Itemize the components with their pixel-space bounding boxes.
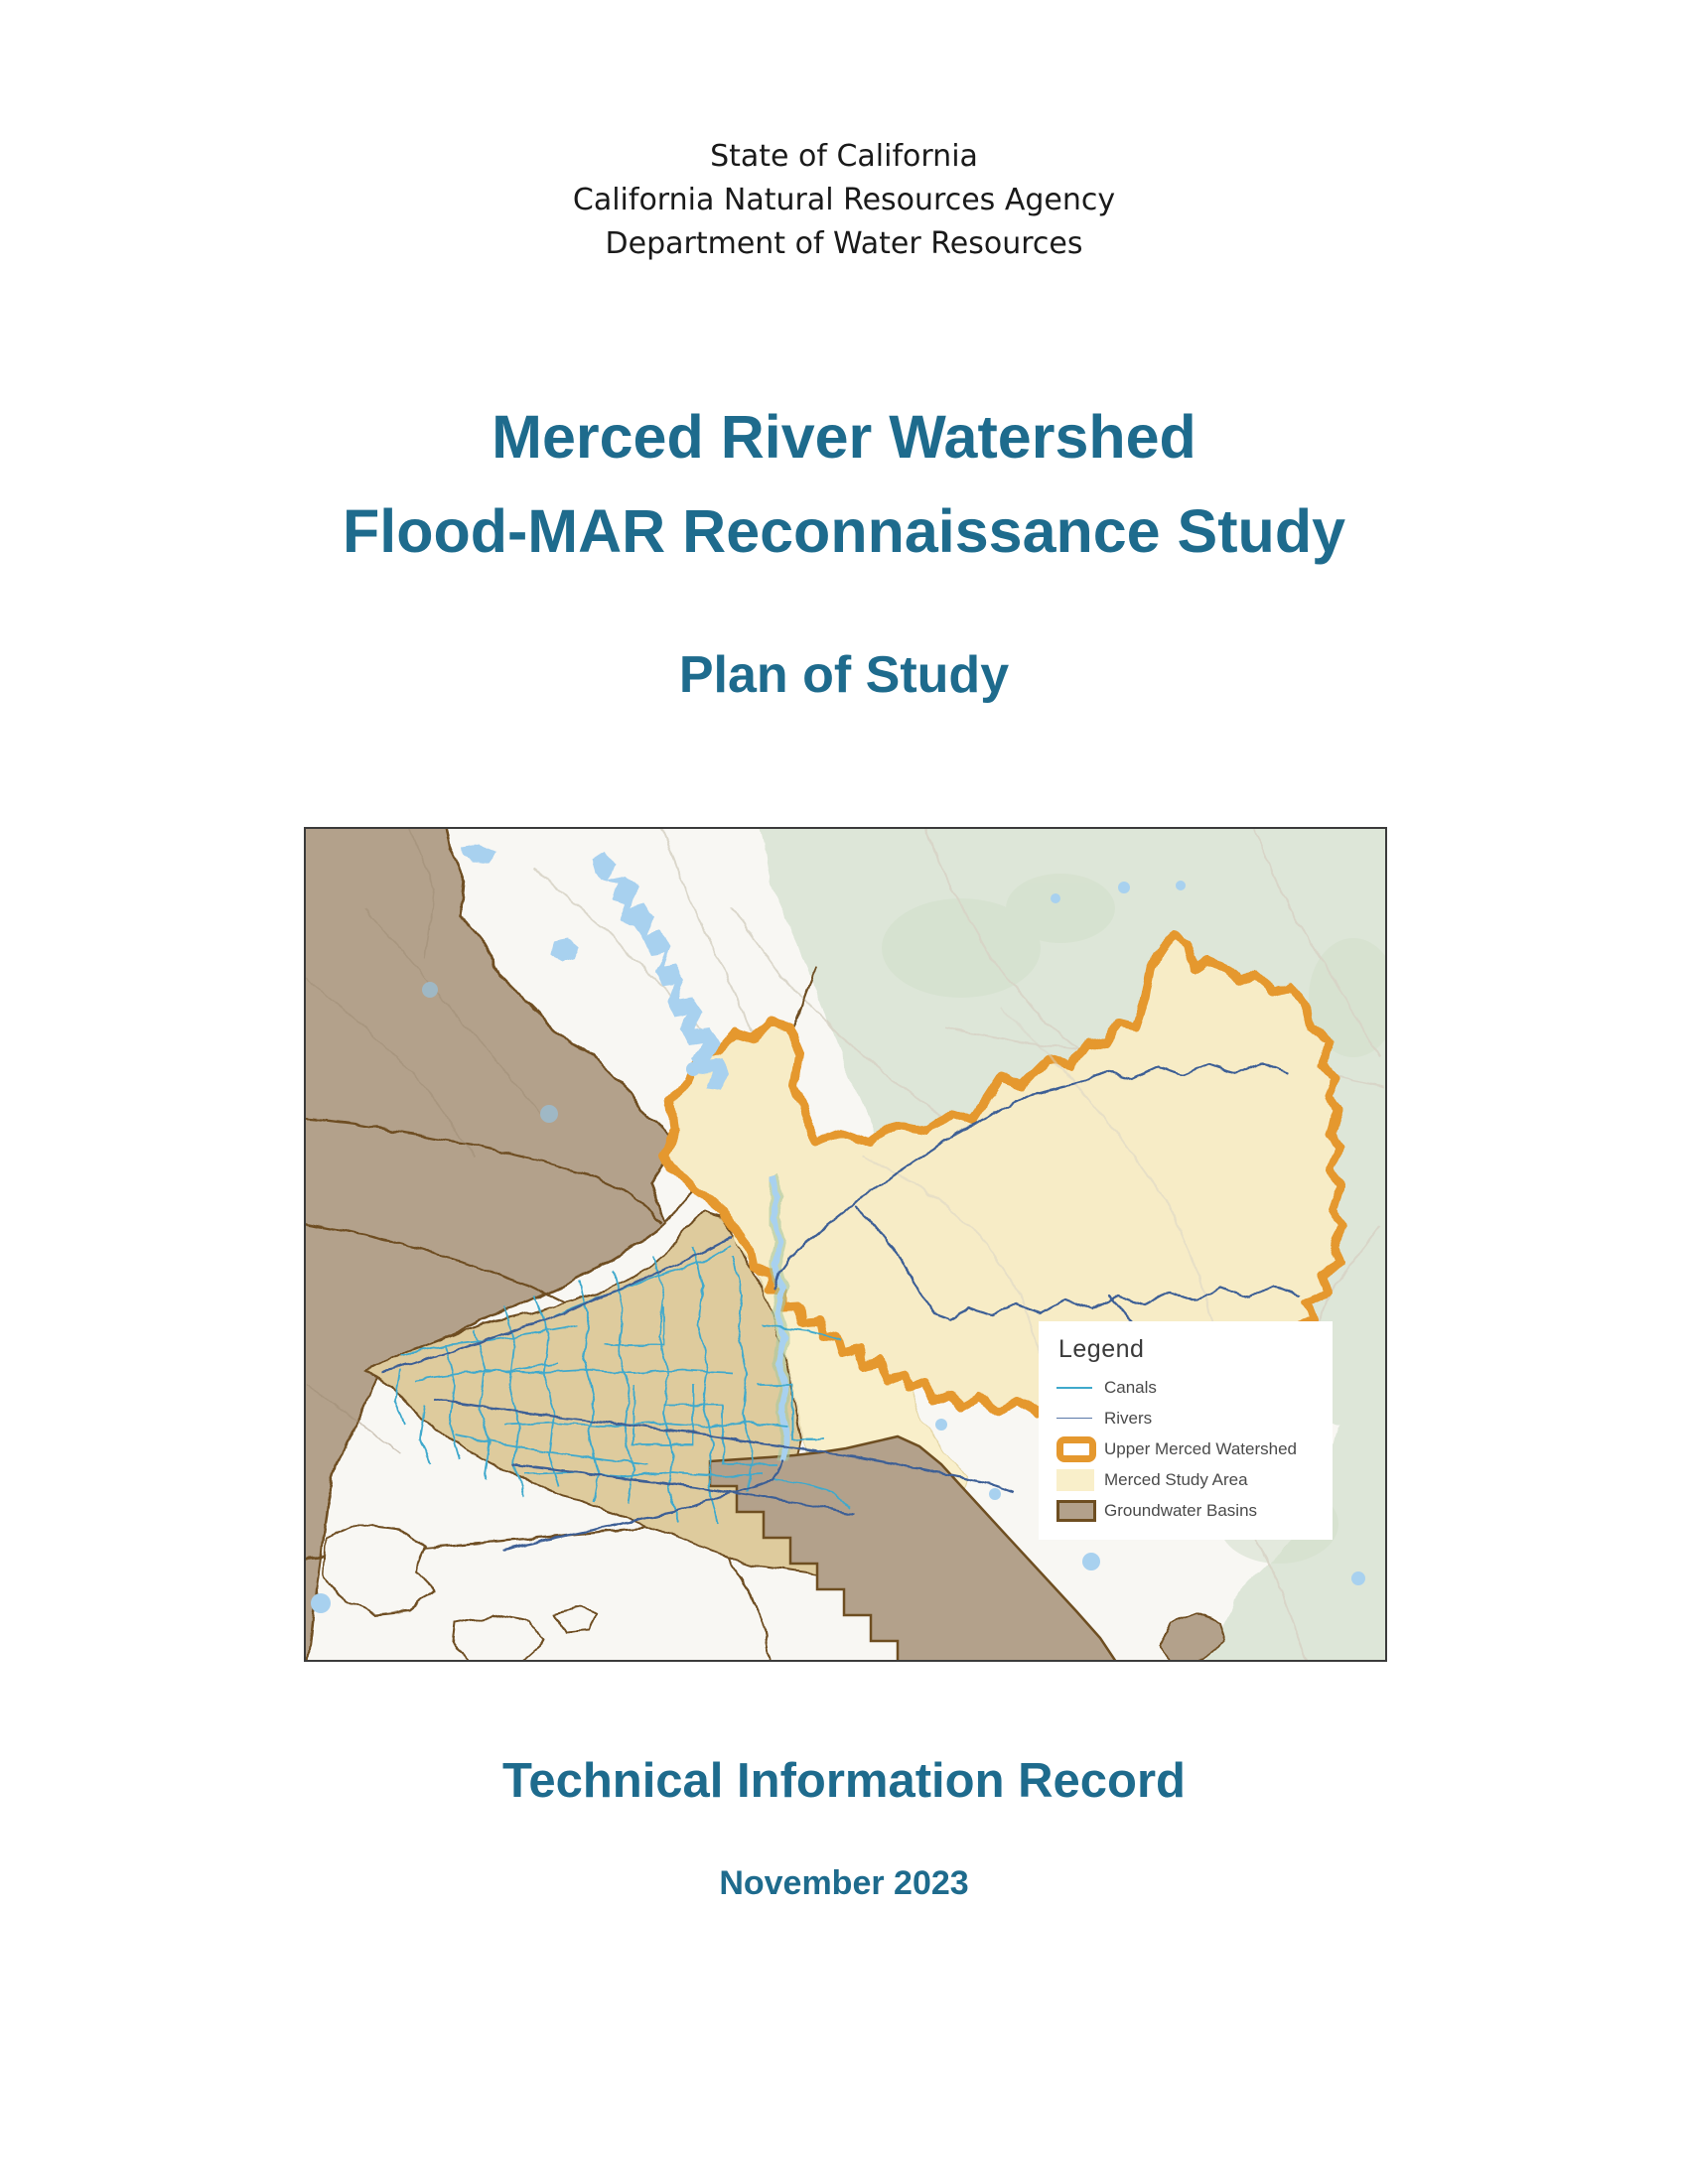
patch-swatch bbox=[1056, 1500, 1096, 1522]
legend-item-rivers bbox=[1056, 1403, 1333, 1433]
header-state: State of California bbox=[710, 139, 978, 174]
header-agency: California Natural Resources Agency bbox=[572, 183, 1116, 217]
legend-swatch-icon bbox=[1056, 1387, 1104, 1389]
line-swatch bbox=[1056, 1387, 1092, 1389]
legend-item-label: Groundwater Basins bbox=[1104, 1500, 1258, 1520]
report-title-line1: Merced River Watershed bbox=[492, 403, 1196, 471]
patch-swatch bbox=[1056, 1469, 1094, 1491]
legend-item-canals bbox=[1056, 1372, 1333, 1403]
legend-item-groundwater-basins bbox=[1056, 1495, 1333, 1526]
publication-date: November 2023 bbox=[719, 1864, 969, 1902]
legend-item-label: Rivers bbox=[1104, 1408, 1153, 1428]
legend-swatch-icon bbox=[1056, 1418, 1104, 1419]
legend-swatch-icon bbox=[1056, 1469, 1104, 1491]
header-department: Department of Water Resources bbox=[605, 226, 1083, 261]
legend-title: Legend bbox=[1058, 1335, 1145, 1363]
map-legend bbox=[1039, 1321, 1333, 1540]
legend-item-merced-study-area bbox=[1056, 1464, 1333, 1495]
legend-item-upper-merced-watershed bbox=[1056, 1433, 1333, 1464]
record-type: Technical Information Record bbox=[502, 1754, 1186, 1808]
legend-swatch-icon bbox=[1056, 1436, 1104, 1462]
map-figure bbox=[304, 827, 1387, 1662]
legend-item-label: Upper Merced Watershed bbox=[1104, 1438, 1298, 1458]
legend-item-label: Merced Study Area bbox=[1104, 1469, 1248, 1489]
patch-swatch bbox=[1056, 1436, 1096, 1462]
legend-swatch-icon bbox=[1056, 1500, 1104, 1522]
report-title bbox=[0, 390, 1688, 579]
report-subtitle: Plan of Study bbox=[678, 646, 1010, 704]
line-swatch bbox=[1056, 1418, 1092, 1419]
legend-item-label: Canals bbox=[1104, 1377, 1157, 1397]
agency-header bbox=[0, 135, 1688, 266]
report-title-line2: Flood-MAR Reconnaissance Study bbox=[342, 497, 1345, 565]
